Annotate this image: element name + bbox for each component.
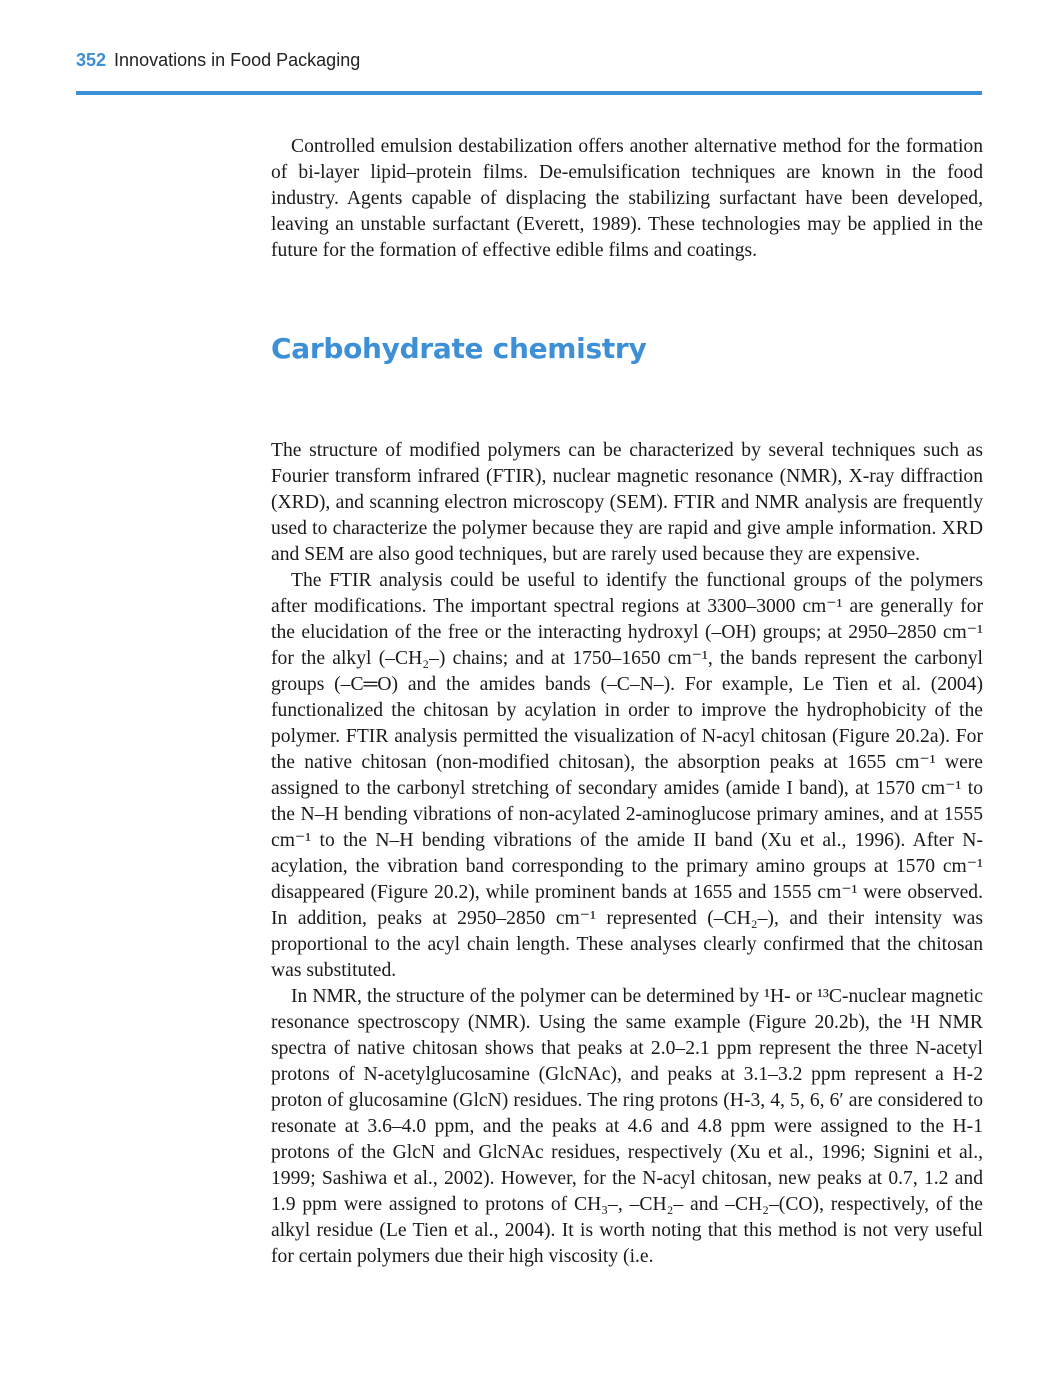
- running-head: [76, 50, 360, 71]
- header-rule: [76, 91, 982, 95]
- section-body: [271, 438, 983, 1270]
- page-number: 352: [76, 50, 107, 70]
- intro-text-block: [271, 134, 983, 264]
- body-paragraph-ftir: The FTIR analysis could be useful to identify the functional groups of the polymers after modifications. The important spectral regions at 3300–3000 cm⁻¹ are generally for the elucidation of the free or the interacting hydroxyl (–OH) groups; at 2950–2850 cm⁻¹ for the alkyl (–CH₂–) chains; and at 1750–1650 cm⁻¹, the bands represent the carbonyl groups (–C═O) and the amides bands (–C–N–). For example, Le Tien et al. (2004) functionalized the chitosan by acylation in order to improve the hydrophobicity of the polymer. FTIR analysis permitted the visualization of N-acyl chitosan (Figure 20.2a). For the native chitosan (non-modified chitosan), the absorption peaks at 1655 cm⁻¹ were assigned to the carbonyl stretching of secondary amides (amide I band), at 1570 cm⁻¹ to the N–H bending vibrations of non-acylated 2-aminoglucose primary amines, and at 1555 cm⁻¹ to the N–H bending vibrations of the amide II band (Xu et al., 1996). After N-acylation, the vibration band corresponding to the primary amino groups at 1570 cm⁻¹ disappeared (Figure 20.2), while prominent bands at 1655 and 1555 cm⁻¹ were observed. In addition, peaks at 2950–2850 cm⁻¹ represented (–CH₂–), and their intensity was proportional to the acyl chain length. These analyses clearly confirmed that the chitosan was substituted.: [271, 570, 983, 981]
- running-title: Innovations in Food Packaging: [114, 50, 361, 70]
- intro-paragraph: Controlled emulsion destabilization offers another alternative method for the formation of bi-layer lipid–protein films. De-emulsification techniques are known in the food industry. Agents capable of displacing the stabilizing surfactant have been developed, leaving an unstable surfactant (Everett, 1989). These technologies may be applied in the future for the formation of effective edible films and coatings.: [271, 136, 983, 261]
- body-paragraph-nmr: In NMR, the structure of the polymer can be determined by ¹H- or ¹³C-nuclear magnetic resonance spectroscopy (NMR). Using the same example (Figure 20.2b), the ¹H NMR spectra of native chitosan shows that peaks at 2.0–2.1 ppm represent the three N-acetyl protons of N-acetylglucosamine (GlcNAc), and peaks at 3.1–3.2 ppm represent a H-2 proton of glucosamine (GlcN) residues. The ring protons (H-3, 4, 5, 6, 6′ are considered to resonate at 3.6–4.0 ppm, and the peaks at 4.6 and 4.8 ppm were assigned to the H-1 protons of the GlcN and GlcNAc residues, respectively (Xu et al., 1996; Signini et al., 1999; Sashiwa et al., 2002). However, for the N-acyl chitosan, new peaks at 0.7, 1.2 and 1.9 ppm were assigned to protons of CH₃–, –CH₂– and –CH₂–(CO), respectively, of the alkyl residue (Le Tien et al., 2004). It is worth noting that this method is not very useful for certain polymers due their high viscosity (i.e.: [271, 986, 983, 1267]
- section-heading: Carbohydrate chemistry: [271, 332, 647, 365]
- body-paragraph-techniques: The structure of modified polymers can be characterized by several techniques such as Fourier transform infrared (FTIR), nuclear magnetic resonance (NMR), X-ray diffraction (XRD), and scanning electron microscopy (SEM). FTIR and NMR analysis are frequently used to characterize the polymer because they are rapid and give ample information. XRD and SEM are also good techniques, but are rarely used because they are expensive.: [271, 440, 983, 565]
